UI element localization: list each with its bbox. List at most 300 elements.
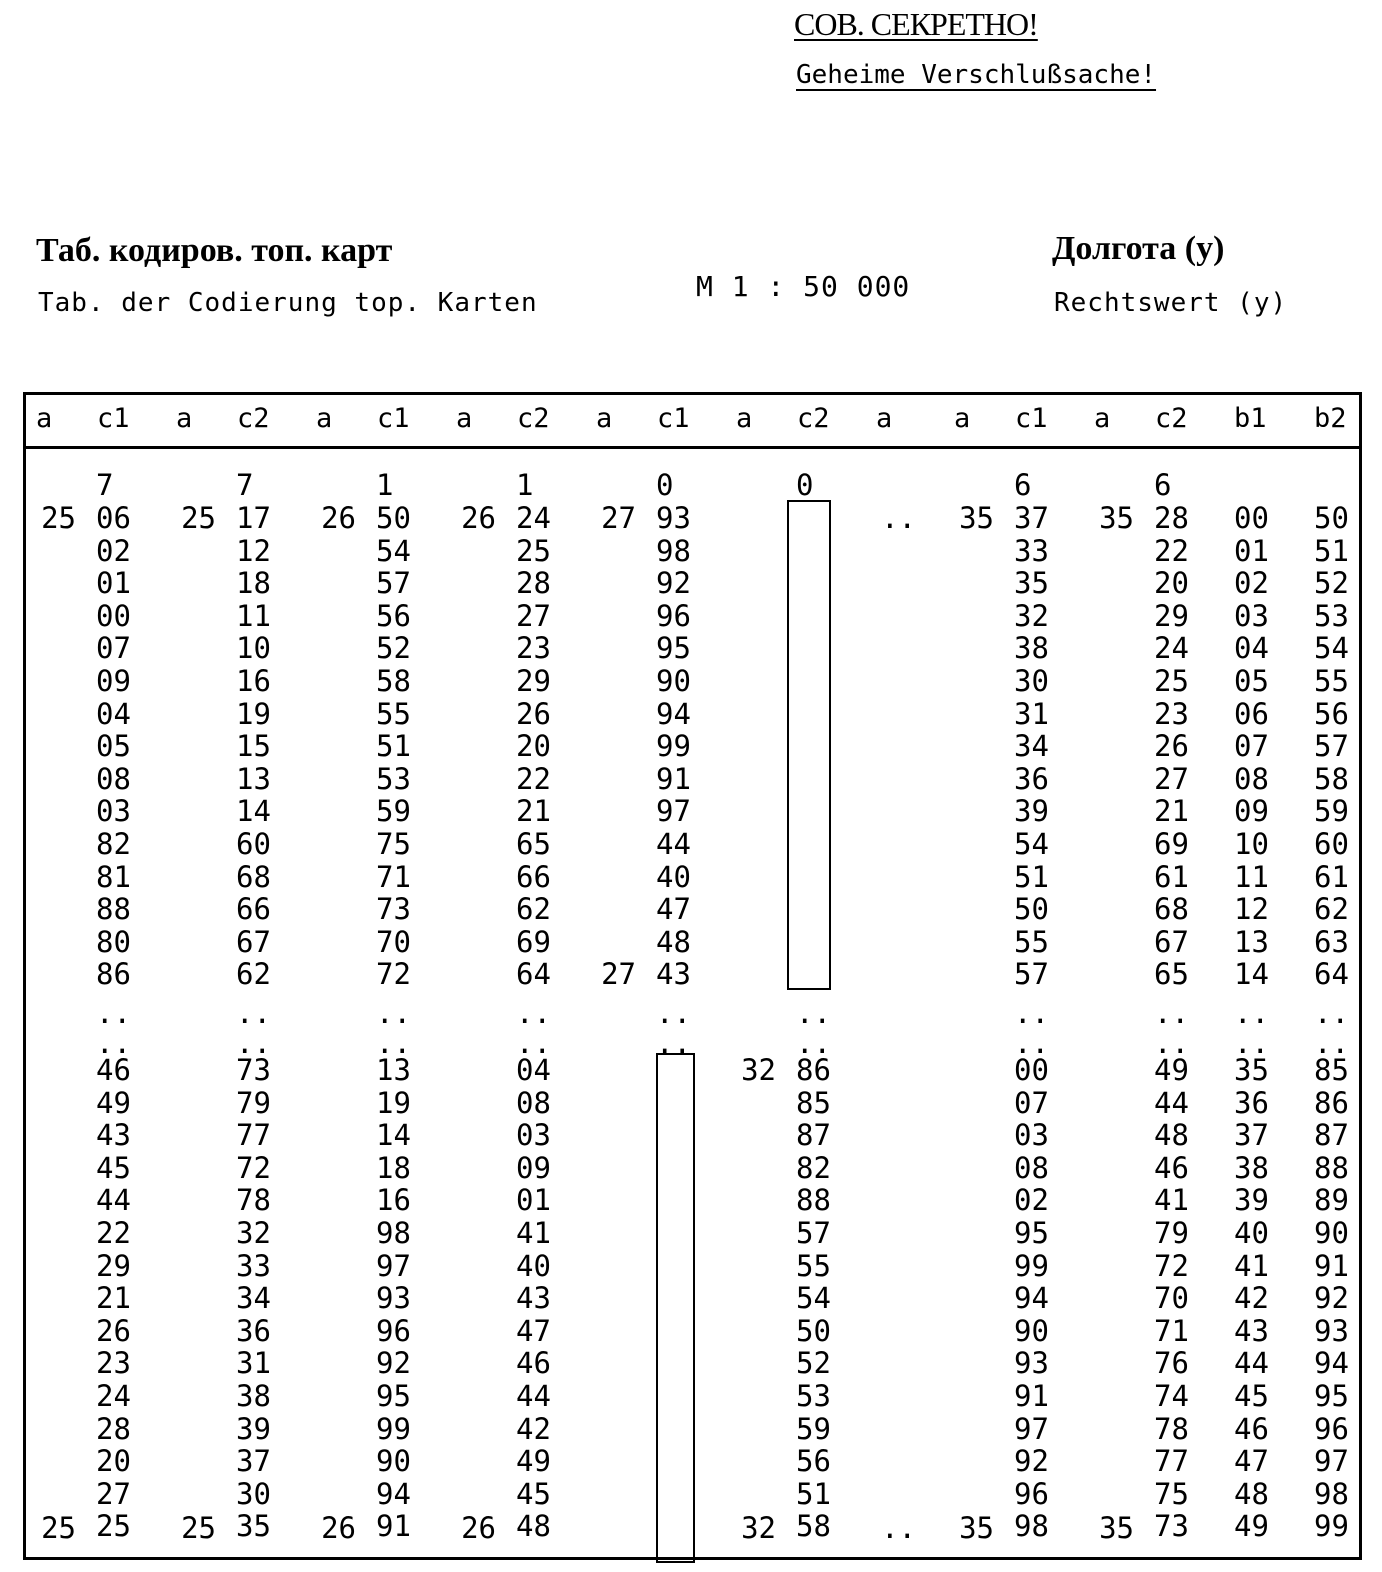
ellipsis-mark: .. xyxy=(96,1026,131,1060)
table-cell: 27 xyxy=(96,1476,131,1511)
table-cell: 08 xyxy=(96,761,131,796)
table-cell: 68 xyxy=(236,859,271,894)
table-cell: 19 xyxy=(236,696,271,731)
table-cell: 63 xyxy=(1314,924,1349,959)
col-header: a xyxy=(456,403,473,434)
table-cell: 93 xyxy=(656,501,691,535)
table-cell: 86 xyxy=(96,957,131,992)
table-cell: 21 xyxy=(1154,794,1189,829)
table-cell: 17 xyxy=(236,501,271,535)
table-cell: 88 xyxy=(96,892,131,927)
a-value: 35 xyxy=(1099,1511,1134,1545)
table-cell: 00 xyxy=(1014,1053,1049,1087)
a-value: 35 xyxy=(959,501,994,535)
table-cell: 92 xyxy=(1014,1444,1049,1479)
table-cell: 37 xyxy=(1234,1118,1269,1153)
col-header: c1 xyxy=(657,403,690,434)
table-cell: 25 xyxy=(96,1509,131,1544)
ellipsis-mark: .. xyxy=(236,1026,271,1060)
table-cell: 59 xyxy=(376,794,411,829)
table-cell: 66 xyxy=(516,859,551,894)
empty-column-box xyxy=(787,500,831,990)
table-cell: 04 xyxy=(516,1053,551,1087)
table-cell: 69 xyxy=(516,924,551,959)
table-cell: 04 xyxy=(1234,631,1269,666)
table-cell: 42 xyxy=(516,1411,551,1446)
table-cell: 77 xyxy=(1154,1444,1189,1479)
table-cell: 54 xyxy=(796,1281,831,1316)
table-cell: 70 xyxy=(1154,1281,1189,1316)
table-cell: 55 xyxy=(1014,924,1049,959)
table-cell: 14 xyxy=(236,794,271,829)
table-cell: 20 xyxy=(1154,566,1189,601)
col-header: c2 xyxy=(797,403,830,434)
col-header: c2 xyxy=(237,403,270,434)
col-header: c1 xyxy=(1015,403,1048,434)
table-cell: 39 xyxy=(236,1411,271,1446)
digit-header: 6 xyxy=(1154,468,1172,502)
digit-header: 1 xyxy=(376,468,394,502)
table-cell: 43 xyxy=(1234,1313,1269,1348)
table-cell: 20 xyxy=(96,1444,131,1479)
table-cell: 75 xyxy=(1154,1476,1189,1511)
table-cell: 51 xyxy=(1014,859,1049,894)
table-cell: 72 xyxy=(236,1150,271,1185)
digit-header: 7 xyxy=(236,468,254,502)
classification-ru: СОВ. СЕКРЕТНО! xyxy=(794,6,1038,42)
table-cell: 34 xyxy=(1014,729,1049,764)
table-cell: 30 xyxy=(236,1476,271,1511)
table-cell: 10 xyxy=(236,631,271,666)
table-cell: 13 xyxy=(236,761,271,796)
col-header: a xyxy=(1094,403,1111,434)
table-cell: 00 xyxy=(1234,501,1269,535)
table-cell: 07 xyxy=(96,631,131,666)
table-cell: 03 xyxy=(96,794,131,829)
table-cell: 40 xyxy=(1234,1216,1269,1250)
table-cell: 88 xyxy=(1314,1150,1349,1185)
table-cell: 97 xyxy=(1314,1444,1349,1479)
table-cell: 48 xyxy=(516,1509,551,1544)
table-cell: 92 xyxy=(376,1346,411,1381)
a-value: 27 xyxy=(601,957,636,991)
table-cell: 50 xyxy=(376,501,411,535)
table-cell: 12 xyxy=(236,533,271,568)
col-header: c1 xyxy=(97,403,130,434)
table-cell: 71 xyxy=(1154,1313,1189,1348)
table-cell: 97 xyxy=(1014,1411,1049,1446)
table-cell: 57 xyxy=(376,566,411,601)
header-divider xyxy=(23,446,1362,449)
table-cell: 92 xyxy=(1314,1281,1349,1316)
ellipsis-mark: .. xyxy=(516,1026,551,1060)
table-cell: 58 xyxy=(796,1509,831,1544)
table-cell: 67 xyxy=(236,924,271,959)
table-cell: 44 xyxy=(96,1183,131,1218)
table-cell: 99 xyxy=(376,1411,411,1446)
table-cell: 98 xyxy=(656,533,691,568)
table-cell: 40 xyxy=(656,859,691,894)
table-cell: 55 xyxy=(376,696,411,731)
table-cell: 18 xyxy=(236,566,271,601)
ellipsis-mark: .. xyxy=(656,1026,691,1060)
table-cell: 23 xyxy=(1154,696,1189,731)
table-cell: 75 xyxy=(376,827,411,861)
ellipsis-mark: .. xyxy=(1154,1026,1189,1060)
table-cell: 07 xyxy=(1014,1085,1049,1120)
table-cell: 93 xyxy=(1314,1313,1349,1348)
table-cell: 78 xyxy=(236,1183,271,1218)
table-cell: 29 xyxy=(1154,598,1189,633)
table-cell: 79 xyxy=(236,1085,271,1120)
table-cell: 27 xyxy=(1154,761,1189,796)
table-cell: 14 xyxy=(376,1118,411,1153)
a-value: 27 xyxy=(601,501,636,535)
table-cell: 34 xyxy=(236,1281,271,1316)
table-cell: 37 xyxy=(236,1444,271,1479)
table-cell: 02 xyxy=(1014,1183,1049,1218)
ellipsis-mark: .. xyxy=(656,996,691,1030)
table-cell: 11 xyxy=(1234,859,1269,894)
table-cell: 21 xyxy=(516,794,551,829)
table-cell: 41 xyxy=(516,1216,551,1250)
col-header: b2 xyxy=(1314,403,1347,434)
table-cell: 62 xyxy=(1314,892,1349,927)
a-value: 35 xyxy=(959,1511,994,1545)
table-cell: 25 xyxy=(1154,664,1189,698)
col-header: a xyxy=(36,403,53,434)
table-cell: 22 xyxy=(96,1216,131,1250)
table-cell: 38 xyxy=(1014,631,1049,666)
table-cell: 23 xyxy=(96,1346,131,1381)
table-cell: 46 xyxy=(1234,1411,1269,1446)
table-cell: 23 xyxy=(516,631,551,666)
table-cell: 14 xyxy=(1234,957,1269,992)
table-cell: 35 xyxy=(1234,1053,1269,1087)
col-header: a xyxy=(176,403,193,434)
table-cell: 33 xyxy=(236,1248,271,1283)
table-cell: 86 xyxy=(1314,1085,1349,1120)
table-cell: 24 xyxy=(1154,631,1189,666)
table-cell: 26 xyxy=(96,1313,131,1348)
table-cell: 00 xyxy=(96,598,131,633)
table-cell: 36 xyxy=(1014,761,1049,796)
table-cell: 73 xyxy=(376,892,411,927)
table-cell: 98 xyxy=(1014,1509,1049,1544)
table-cell: 65 xyxy=(516,827,551,861)
table-cell: 80 xyxy=(96,924,131,959)
table-cell: 91 xyxy=(1014,1379,1049,1413)
ellipsis-mark: .. xyxy=(1234,996,1269,1030)
table-cell: 44 xyxy=(516,1379,551,1413)
table-cell: 29 xyxy=(516,664,551,698)
col-header: c2 xyxy=(1155,403,1188,434)
table-cell: 96 xyxy=(656,598,691,633)
a-ellipsis: .. xyxy=(881,1511,916,1545)
digit-header: 1 xyxy=(516,468,534,502)
empty-column-box xyxy=(656,1053,695,1563)
classification-de: Geheime Verschlußsache! xyxy=(796,60,1157,90)
table-cell: 82 xyxy=(796,1150,831,1185)
table-cell: 86 xyxy=(796,1053,831,1087)
table-cell: 57 xyxy=(796,1216,831,1250)
table-cell: 28 xyxy=(516,566,551,601)
table-cell: 95 xyxy=(1314,1379,1349,1413)
table-cell: 10 xyxy=(1234,827,1269,861)
table-cell: 07 xyxy=(1234,729,1269,764)
table-cell: 16 xyxy=(236,664,271,698)
table-cell: 53 xyxy=(796,1379,831,1413)
table-cell: 91 xyxy=(1314,1248,1349,1283)
table-cell: 51 xyxy=(796,1476,831,1511)
table-cell: 72 xyxy=(1154,1248,1189,1283)
table-cell: 70 xyxy=(376,924,411,959)
table-cell: 03 xyxy=(516,1118,551,1153)
table-cell: 35 xyxy=(236,1509,271,1544)
col-header: b1 xyxy=(1234,403,1267,434)
table-cell: 38 xyxy=(236,1379,271,1413)
table-cell: 15 xyxy=(236,729,271,764)
table-cell: 45 xyxy=(96,1150,131,1185)
table-cell: 99 xyxy=(1014,1248,1049,1283)
table-cell: 45 xyxy=(516,1476,551,1511)
table-cell: 20 xyxy=(516,729,551,764)
table-cell: 57 xyxy=(1314,729,1349,764)
table-cell: 09 xyxy=(96,664,131,698)
table-cell: 56 xyxy=(1314,696,1349,731)
digit-header: 0 xyxy=(796,468,814,502)
table-cell: 61 xyxy=(1314,859,1349,894)
table-cell: 64 xyxy=(1314,957,1349,992)
table-cell: 90 xyxy=(376,1444,411,1479)
table-cell: 61 xyxy=(1154,859,1189,894)
table-cell: 08 xyxy=(516,1085,551,1120)
table-cell: 13 xyxy=(376,1053,411,1087)
ellipsis-mark: .. xyxy=(1014,1026,1049,1060)
table-cell: 02 xyxy=(96,533,131,568)
table-cell: 97 xyxy=(376,1248,411,1283)
ellipsis-mark: .. xyxy=(96,996,131,1030)
table-cell: 49 xyxy=(1154,1053,1189,1087)
table-cell: 49 xyxy=(96,1085,131,1120)
table-cell: 94 xyxy=(656,696,691,731)
a-ellipsis: .. xyxy=(881,501,916,535)
ellipsis-mark: .. xyxy=(796,996,831,1030)
table-cell: 73 xyxy=(236,1053,271,1087)
table-cell: 04 xyxy=(96,696,131,731)
table-cell: 50 xyxy=(1014,892,1049,927)
table-cell: 90 xyxy=(1314,1216,1349,1250)
table-cell: 06 xyxy=(1234,696,1269,731)
table-cell: 22 xyxy=(516,761,551,796)
table-cell: 22 xyxy=(1154,533,1189,568)
ellipsis-mark: .. xyxy=(1234,1026,1269,1060)
table-cell: 13 xyxy=(1234,924,1269,959)
table-cell: 21 xyxy=(96,1281,131,1316)
table-cell: 39 xyxy=(1014,794,1049,829)
table-cell: 53 xyxy=(1314,598,1349,633)
table-cell: 24 xyxy=(96,1379,131,1413)
a-value: 26 xyxy=(461,501,496,535)
table-cell: 08 xyxy=(1234,761,1269,796)
table-cell: 67 xyxy=(1154,924,1189,959)
ellipsis-mark: .. xyxy=(1014,996,1049,1030)
table-cell: 32 xyxy=(1014,598,1049,633)
table-cell: 91 xyxy=(376,1509,411,1544)
table-cell: 65 xyxy=(1154,957,1189,992)
table-cell: 16 xyxy=(376,1183,411,1218)
table-cell: 59 xyxy=(1314,794,1349,829)
digit-header: 6 xyxy=(1014,468,1032,502)
coordinate-ru: Долгота (y) xyxy=(1052,230,1225,267)
ellipsis-mark: .. xyxy=(376,1026,411,1060)
table-cell: 46 xyxy=(516,1346,551,1381)
table-cell: 03 xyxy=(1014,1118,1049,1153)
table-cell: 49 xyxy=(1234,1509,1269,1544)
table-cell: 43 xyxy=(656,957,691,992)
col-header: a xyxy=(954,403,971,434)
table-cell: 39 xyxy=(1234,1183,1269,1218)
table-cell: 36 xyxy=(1234,1085,1269,1120)
table-cell: 82 xyxy=(96,827,131,861)
table-cell: 64 xyxy=(516,957,551,992)
table-cell: 43 xyxy=(516,1281,551,1316)
table-cell: 90 xyxy=(656,664,691,698)
table-cell: 08 xyxy=(1014,1150,1049,1185)
col-header: a xyxy=(736,403,753,434)
table-cell: 29 xyxy=(96,1248,131,1283)
table-cell: 45 xyxy=(1234,1379,1269,1413)
table-cell: 38 xyxy=(1234,1150,1269,1185)
table-cell: 99 xyxy=(656,729,691,764)
title-de: Tab. der Codierung top. Karten xyxy=(38,288,538,318)
table-cell: 48 xyxy=(656,924,691,959)
ellipsis-mark: .. xyxy=(1154,996,1189,1030)
table-cell: 78 xyxy=(1154,1411,1189,1446)
table-cell: 54 xyxy=(1014,827,1049,861)
table-cell: 94 xyxy=(376,1476,411,1511)
table-cell: 55 xyxy=(796,1248,831,1283)
table-cell: 46 xyxy=(96,1053,131,1087)
table-cell: 98 xyxy=(1314,1476,1349,1511)
table-cell: 41 xyxy=(1154,1183,1189,1218)
table-cell: 01 xyxy=(96,566,131,601)
table-cell: 18 xyxy=(376,1150,411,1185)
table-cell: 52 xyxy=(1314,566,1349,601)
table-cell: 81 xyxy=(96,859,131,894)
col-header: a xyxy=(876,403,893,434)
table-cell: 24 xyxy=(516,501,551,535)
table-cell: 05 xyxy=(96,729,131,764)
a-value: 32 xyxy=(741,1053,776,1087)
coordinate-de: Rechtswert (y) xyxy=(1054,288,1288,318)
table-cell: 44 xyxy=(1154,1085,1189,1120)
table-cell: 28 xyxy=(96,1411,131,1446)
table-cell: 53 xyxy=(376,761,411,796)
a-value: 25 xyxy=(41,501,76,535)
table-cell: 06 xyxy=(96,501,131,535)
table-cell: 74 xyxy=(1154,1379,1189,1413)
table-cell: 58 xyxy=(376,664,411,698)
table-cell: 49 xyxy=(516,1444,551,1479)
table-cell: 27 xyxy=(516,598,551,633)
table-cell: 44 xyxy=(1234,1346,1269,1381)
table-cell: 47 xyxy=(1234,1444,1269,1479)
scale-label: M 1 : 50 000 xyxy=(696,270,911,303)
col-header: c2 xyxy=(517,403,550,434)
table-cell: 85 xyxy=(1314,1053,1349,1087)
table-cell: 54 xyxy=(376,533,411,568)
table-cell: 55 xyxy=(1314,664,1349,698)
table-cell: 56 xyxy=(376,598,411,633)
table-cell: 79 xyxy=(1154,1216,1189,1250)
table-cell: 28 xyxy=(1154,501,1189,535)
table-cell: 26 xyxy=(516,696,551,731)
table-cell: 95 xyxy=(1014,1216,1049,1250)
table-cell: 98 xyxy=(376,1216,411,1250)
a-value: 25 xyxy=(181,501,216,535)
table-cell: 90 xyxy=(1014,1313,1049,1348)
table-cell: 69 xyxy=(1154,827,1189,861)
table-cell: 62 xyxy=(236,957,271,992)
table-cell: 43 xyxy=(96,1118,131,1153)
table-cell: 44 xyxy=(656,827,691,861)
table-cell: 62 xyxy=(516,892,551,927)
a-value: 26 xyxy=(461,1511,496,1545)
table-cell: 11 xyxy=(236,598,271,633)
table-cell: 51 xyxy=(1314,533,1349,568)
table-cell: 26 xyxy=(1154,729,1189,764)
table-cell: 09 xyxy=(516,1150,551,1185)
table-cell: 54 xyxy=(1314,631,1349,666)
table-cell: 87 xyxy=(1314,1118,1349,1153)
table-cell: 60 xyxy=(236,827,271,861)
table-cell: 03 xyxy=(1234,598,1269,633)
table-cell: 41 xyxy=(1234,1248,1269,1283)
table-cell: 93 xyxy=(376,1281,411,1316)
table-cell: 58 xyxy=(1314,761,1349,796)
table-cell: 52 xyxy=(796,1346,831,1381)
table-cell: 47 xyxy=(656,892,691,927)
table-cell: 36 xyxy=(236,1313,271,1348)
table-cell: 01 xyxy=(1234,533,1269,568)
table-cell: 89 xyxy=(1314,1183,1349,1218)
table-cell: 95 xyxy=(376,1379,411,1413)
ellipsis-mark: .. xyxy=(796,1026,831,1060)
table-cell: 37 xyxy=(1014,501,1049,535)
table-cell: 94 xyxy=(1314,1346,1349,1381)
table-cell: 99 xyxy=(1314,1509,1349,1544)
table-cell: 12 xyxy=(1234,892,1269,927)
table-cell: 77 xyxy=(236,1118,271,1153)
table-cell: 52 xyxy=(376,631,411,666)
table-cell: 48 xyxy=(1234,1476,1269,1511)
table-cell: 47 xyxy=(516,1313,551,1348)
table-cell: 02 xyxy=(1234,566,1269,601)
table-cell: 40 xyxy=(516,1248,551,1283)
ellipsis-mark: .. xyxy=(376,996,411,1030)
table-cell: 31 xyxy=(236,1346,271,1381)
table-cell: 05 xyxy=(1234,664,1269,698)
title-ru: Таб. кодиров. топ. карт xyxy=(36,232,393,269)
table-cell: 01 xyxy=(516,1183,551,1218)
table-cell: 96 xyxy=(1014,1476,1049,1511)
a-value: 35 xyxy=(1099,501,1134,535)
table-cell: 59 xyxy=(796,1411,831,1446)
table-cell: 85 xyxy=(796,1085,831,1120)
table-cell: 71 xyxy=(376,859,411,894)
col-header: a xyxy=(316,403,333,434)
